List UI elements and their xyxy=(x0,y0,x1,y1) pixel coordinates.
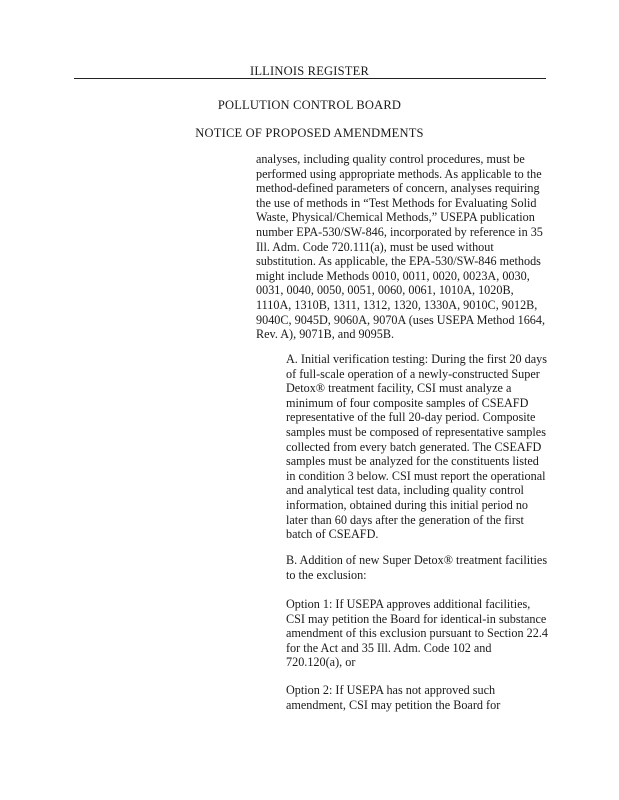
notice-title: NOTICE OF PROPOSED AMENDMENTS xyxy=(195,126,424,140)
paragraph-initial-verification: A. Initial verification testing: During the first 20 days of full-scale operation of a newly-constructed Super Detox® treatment facility, CSI must analyze a minimum of four composite samples of CSEAFD representative of the full 20-day period. Composite samples must be composed of representative samples collected from every batch generated. The CSEAFD samples must be analyzed for the constituents listed in condition 3 below. CSI must report the operational and analytical test data, including quality control information, obtained during this initial period no later than 60 days after the generation of the first batch of CSEAFD. xyxy=(286,352,547,542)
paragraph-option-2: Option 2: If USEPA has not approved such amendment, CSI may petition the Board for xyxy=(286,683,501,712)
paragraph-new-facilities: B. Addition of new Super Detox® treatment facilities to the exclusion: xyxy=(286,553,548,582)
board-title: POLLUTION CONTROL BOARD xyxy=(217,98,402,112)
paragraph-option-1: Option 1: If USEPA approves additional facilities, CSI may petition the Board for identical-in substance amendment of this exclusion pursuant to Section 22.4 for the Act and 35 Ill. Adm. Code 102 and 720.120(a), or xyxy=(286,597,548,670)
register-title: ILLINOIS REGISTER xyxy=(249,64,369,78)
paragraph-methods: analyses, including quality control procedures, must be performed using appropriate methods. As applicable to the method-defined parameters of concern, analyses requiring the use of methods in “Test Methods for Evaluating Solid Waste, Physical/Chemical Methods,” USEPA publication number EPA-530/SW-846, incorporated by reference in 35 Ill. Adm. Code 720.111(a), must be used without substitution. As applicable, the EPA-530/SW-846 methods might include Methods 0010, 0011, 0020, 0023A, 0030, 0031, 0040, 0050, 0051, 0060, 0061, 1010A, 1020B, 1110A, 1310B, 1311, 1312, 1320, 1330A, 9010C, 9012B, 9040C, 9045D, 9060A, 9070A (uses USEPA Method 1664, Rev. A), 9071B, and 9095B. xyxy=(256,152,546,342)
